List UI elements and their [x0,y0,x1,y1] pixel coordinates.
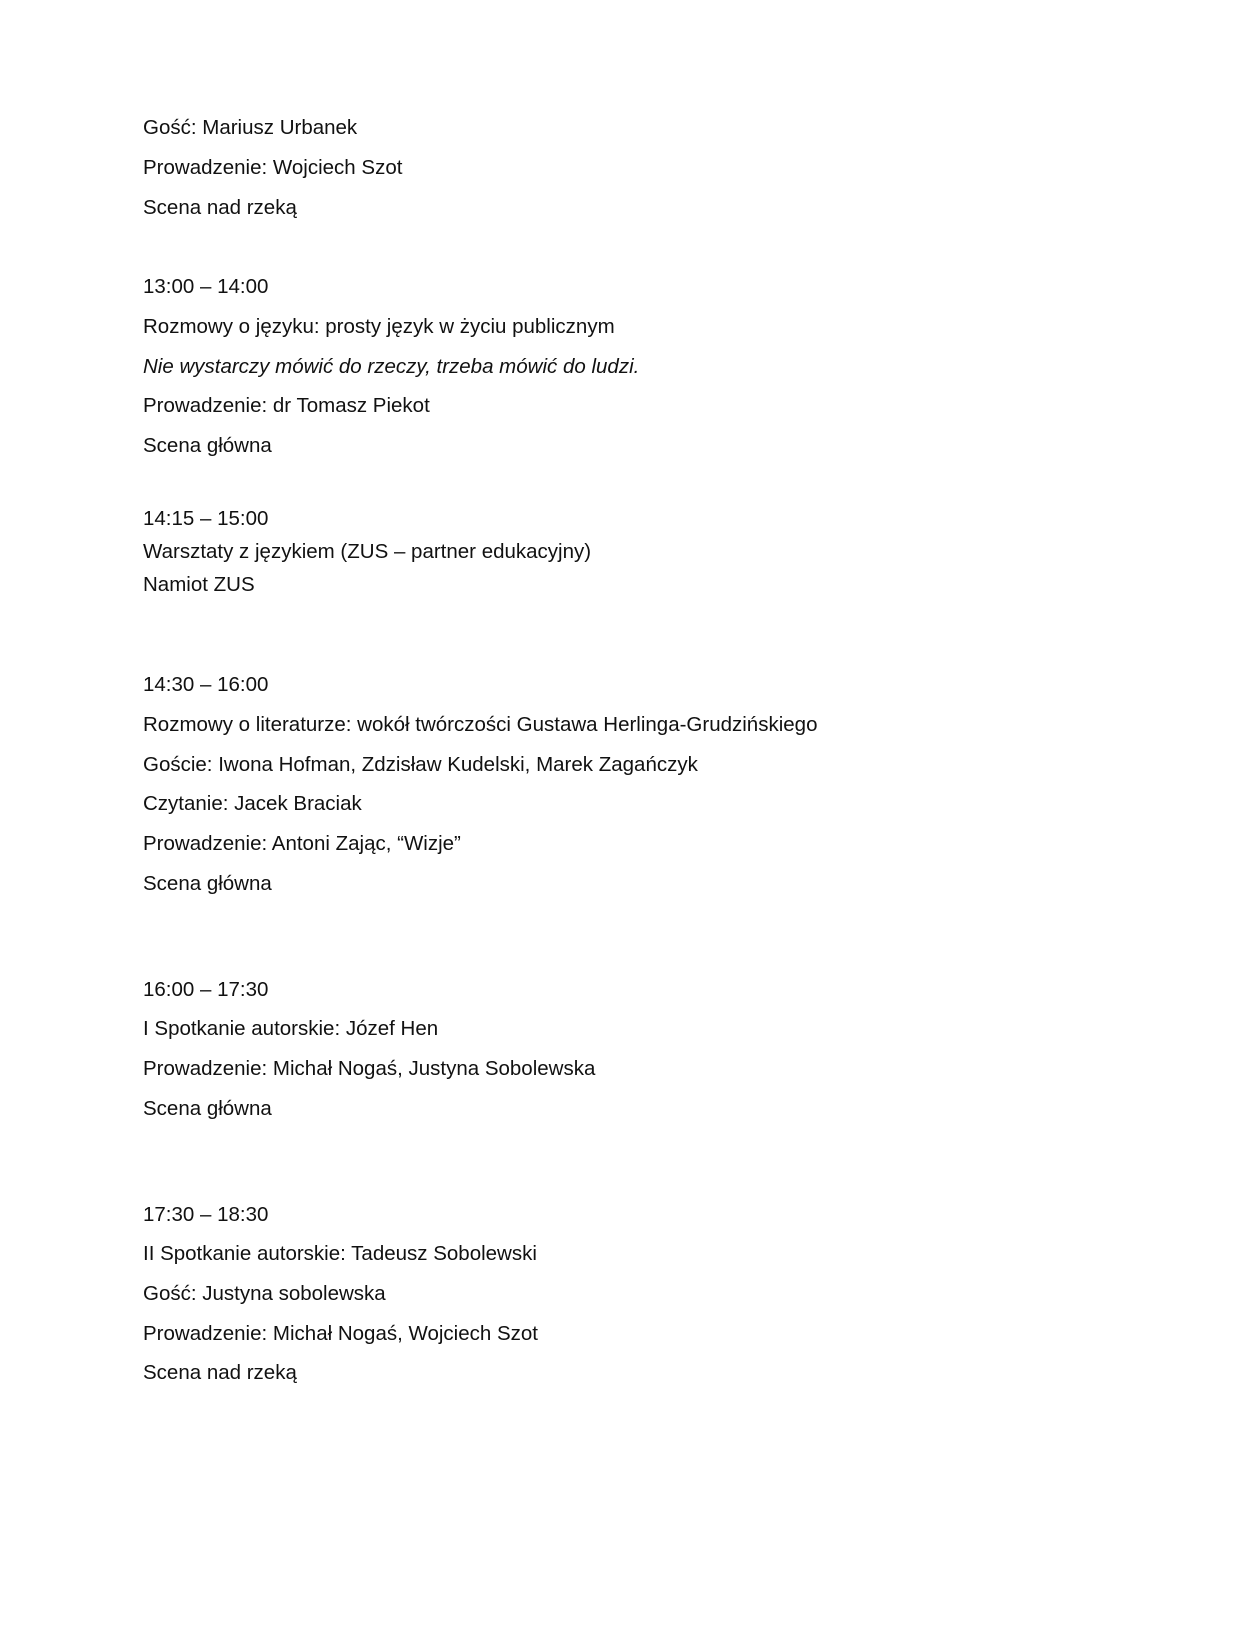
entry-line: Scena nad rzeką [143,1361,297,1384]
time-range: 14:15 – 15:00 [143,507,269,530]
entry-line: Prowadzenie: Antoni Zając, “Wizje” [143,832,461,855]
entry-line: Rozmowy o języku: prosty język w życiu publicznym [143,315,615,338]
entry-line: I Spotkanie autorskie: Józef Hen [143,1017,439,1040]
entry-line: Goście: Iwona Hofman, Zdzisław Kudelski, Marek Zagańczyk [143,753,698,776]
entry-line: Scena główna [143,434,272,457]
entry-line: Scena nad rzeką [143,196,297,219]
entry-line: Rozmowy o literaturze: wokół twórczości Gustawa Herlinga-Grudzińskiego [143,713,818,736]
entry-line: Prowadzenie: Michał Nogaś, Justyna Sobolewska [143,1057,596,1080]
entry-line: Scena główna [143,1097,272,1120]
time-range: 14:30 – 16:00 [143,673,269,696]
entry-line: Gość: Justyna sobolewska [143,1282,386,1305]
entry-line: Nie wystarczy mówić do rzeczy, trzeba mówić do ludzi. [143,355,640,378]
entry-line: Prowadzenie: dr Tomasz Piekot [143,394,430,417]
time-range: 16:00 – 17:30 [143,978,269,1001]
entry-line: Namiot ZUS [143,573,255,596]
entry-line: Warsztaty z językiem (ZUS – partner edukacyjny) [143,540,592,563]
entry-line: Prowadzenie: Michał Nogaś, Wojciech Szot [143,1322,538,1345]
time-range: 13:00 – 14:00 [143,275,269,298]
time-range: 17:30 – 18:30 [143,1203,269,1226]
entry-line: II Spotkanie autorskie: Tadeusz Sobolewski [143,1242,537,1265]
entry-line: Czytanie: Jacek Braciak [143,792,362,815]
entry-line: Gość: Mariusz Urbanek [143,116,358,139]
entry-line: Prowadzenie: Wojciech Szot [143,156,403,179]
entry-line: Scena główna [143,872,272,895]
